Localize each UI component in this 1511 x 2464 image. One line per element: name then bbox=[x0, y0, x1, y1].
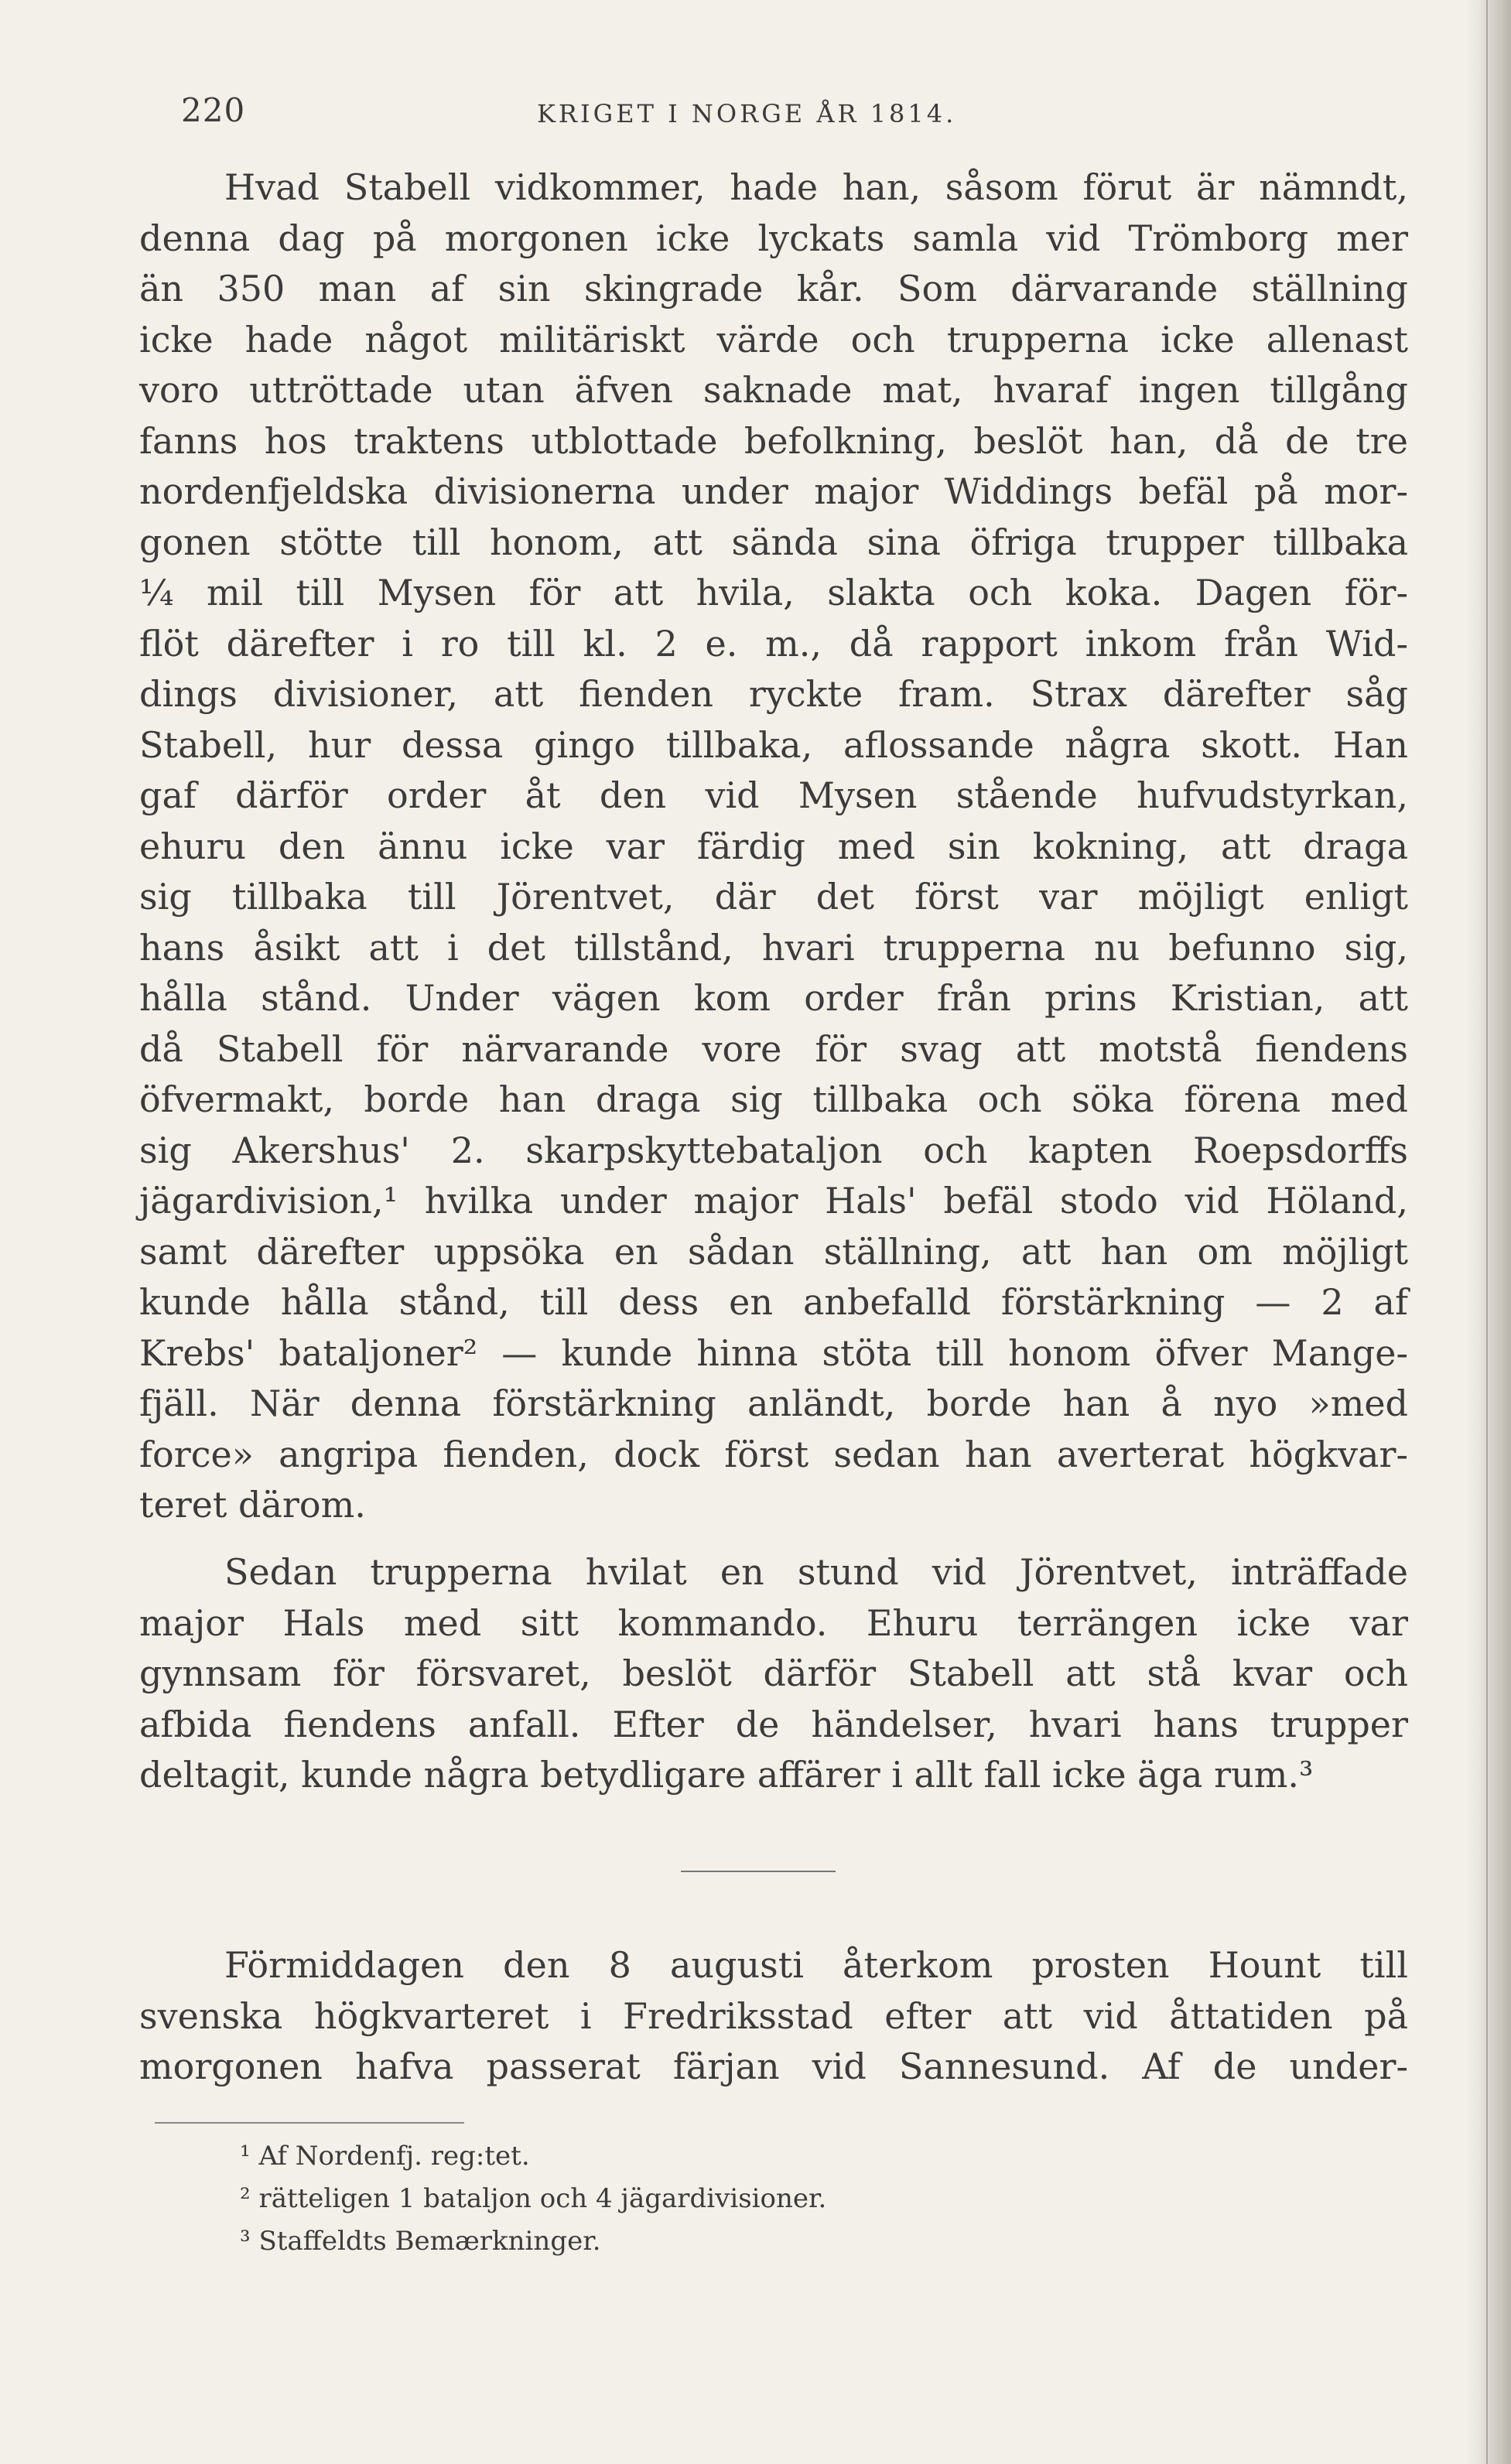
running-title: KRIGET I NORGE ÅR 1814. bbox=[537, 99, 957, 128]
footnotes bbox=[240, 2135, 1168, 2263]
text-line: morgonen hafva passerat färjan vid Sannesund. Af de under- bbox=[139, 2045, 1408, 2087]
text-line: gaf därför order åt den vid Mysen stående hufvudstyrkan, bbox=[139, 774, 1408, 816]
text-line: voro uttröttade utan äfven saknade mat, hvaraf ingen tillgång bbox=[139, 369, 1408, 411]
text-line: jägardivision,¹ hvilka under major Hals' befäl stodo vid Höland, bbox=[139, 1180, 1408, 1222]
text-line: hans åsikt att i det tillstånd, hvari trupperna nu befunno sig, bbox=[139, 926, 1408, 969]
text-line: Förmiddagen den 8 augusti återkom prosten Hount till bbox=[224, 1944, 1408, 1986]
text-line: öfvermakt, borde han draga sig tillbaka och söka förena med bbox=[139, 1078, 1408, 1120]
text-line: Sedan trupperna hvilat en stund vid Jörentvet, inträffade bbox=[224, 1551, 1408, 1593]
page-edge bbox=[1465, 0, 1511, 2464]
text-line: sig Akershus' 2. skarpskyttebataljon och kapten Roepsdorffs bbox=[139, 1129, 1408, 1171]
text-line: gynnsam för försvaret, beslöt därför Stabell att stå kvar och bbox=[139, 1652, 1408, 1694]
text-line: fanns hos traktens utblottade befolkning, beslöt han, då de tre bbox=[139, 419, 1408, 462]
text-line: än 350 man af sin skingrade kår. Som därvarande ställning bbox=[139, 268, 1408, 309]
text-line: deltagit, kunde några betydligare affärer i allt fall icke äga rum.³ bbox=[139, 1754, 1314, 1796]
paragraph-1 bbox=[139, 162, 1408, 1531]
section-separator bbox=[681, 1871, 836, 1872]
text-line: ehuru den ännu icke var färdig med sin kokning, att draga bbox=[139, 825, 1408, 867]
text-line: denna dag på morgonen icke lyckats samla vid Trömborg mer bbox=[139, 217, 1408, 259]
text-line: Hvad Stabell vidkommer, hade han, såsom förut är nämndt, bbox=[224, 166, 1408, 208]
footnote: ¹ Af Nordenfj. reg:tet. bbox=[240, 2141, 530, 2172]
text-line: samt därefter uppsöka en sådan ställning, att han om möjligt bbox=[139, 1230, 1408, 1273]
text-line: icke hade något militäriskt värde och trupperna icke allenast bbox=[139, 318, 1408, 361]
text-line: sig tillbaka till Jörentvet, där det först var möjligt enligt bbox=[139, 876, 1408, 918]
text-line: Krebs' bataljoner² — kunde hinna stöta till honom öfver Mange- bbox=[139, 1331, 1408, 1374]
text-line: svenska högkvarteret i Fredriksstad efter att vid åttatiden på bbox=[139, 1994, 1408, 2037]
text-line: major Hals med sitt kommando. Ehuru terrängen icke var bbox=[139, 1601, 1408, 1644]
text-line: gonen stötte till honom, att sända sina öfriga trupper tillbaka bbox=[139, 521, 1408, 563]
text-line: Stabell, hur dessa gingo tillbaka, aflossande några skott. Han bbox=[139, 723, 1408, 766]
footnote: ³ Staffeldts Bemærkninger. bbox=[240, 2226, 601, 2257]
paragraph-2 bbox=[139, 1547, 1408, 1801]
text-line: force» angripa fienden, dock först sedan han averterat högkvar- bbox=[139, 1433, 1408, 1475]
page-header bbox=[181, 91, 1411, 138]
text-line: afbida fiendens anfall. Efter de händelser, hvari hans trupper bbox=[139, 1703, 1408, 1745]
text-line: nordenfjeldska divisionerna under major Widdings befäl på mor- bbox=[139, 470, 1408, 512]
footnote-rule bbox=[155, 2122, 464, 2124]
text-line: teret därom. bbox=[139, 1484, 366, 1526]
paragraph-3 bbox=[139, 1940, 1408, 2093]
text-line: fjäll. När denna förstärkning anländt, borde han å nyo »med bbox=[139, 1382, 1408, 1424]
footnote: ² rätteligen 1 bataljon och 4 jägardivisioner. bbox=[240, 2183, 827, 2214]
page-number: 220 bbox=[181, 91, 246, 129]
text-line: kunde hålla stånd, till dess en anbefalld förstärkning — 2 af bbox=[139, 1281, 1408, 1323]
text-line: då Stabell för närvarande vore för svag att motstå fiendens bbox=[139, 1027, 1408, 1070]
text-line: ¼ mil till Mysen för att hvila, slakta och koka. Dagen för- bbox=[139, 572, 1408, 613]
text-line: flöt därefter i ro till kl. 2 e. m., då rapport inkom från Wid- bbox=[139, 622, 1408, 665]
text-line: hålla stånd. Under vägen kom order från prins Kristian, att bbox=[139, 977, 1408, 1019]
text-line: dings divisioner, att fienden ryckte fram. Strax därefter såg bbox=[139, 673, 1408, 715]
page-binding-line bbox=[1486, 0, 1488, 2464]
